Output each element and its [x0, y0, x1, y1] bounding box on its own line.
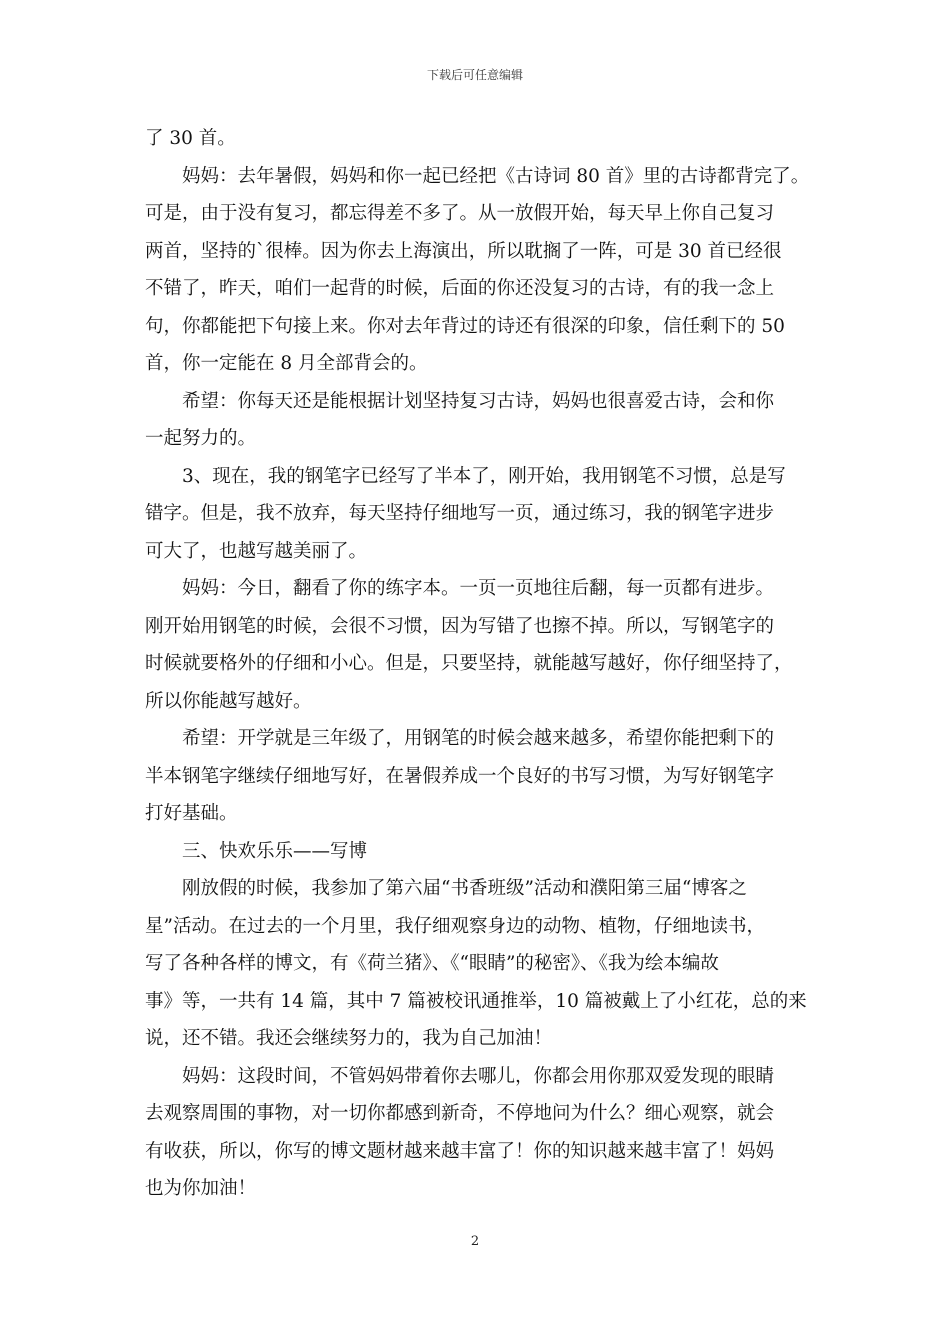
- text-line: 可是，由于没有复习，都忘得差不多了。从一放假开始，每天早上你自己复习: [145, 203, 775, 224]
- text-line: 说，还不错。我还会继续努力的，我为自己加油！: [145, 1028, 553, 1049]
- text-line: 可大了，也越写越美丽了。: [145, 540, 368, 562]
- text-line: 妈妈：这段时间，不管妈妈带着你去哪儿，你都会用你那双爱发现的眼睛: [182, 1065, 775, 1087]
- page-header-note: 下载后可任意编辑: [426, 68, 523, 82]
- document-body: [145, 120, 813, 1208]
- text-line: 所以你能越写越好。: [145, 690, 312, 712]
- text-line: 妈妈：去年暑假，妈妈和你一起已经把《古诗词 80 首》里的古诗都背完了。: [182, 165, 810, 187]
- text-line: 打好基础。: [145, 803, 238, 824]
- text-line: 时候就要格外的仔细和小心。但是，只要坚持，就能越写越好，你仔细坚持了，: [145, 653, 793, 674]
- text-line: 希望：开学就是三年级了，用钢笔的时候会越来越多，希望你能把剩下的: [182, 728, 775, 749]
- section-heading: 三、快欢乐乐——写博: [182, 840, 368, 862]
- text-line: 星”活动。在过去的一个月里，我仔细观察身边的动物、植物，仔细地读书，: [145, 915, 765, 937]
- text-line: 半本钢笔字继续仔细地写好，在暑假养成一个良好的书写习惯，为写好钢笔字: [145, 765, 775, 787]
- text-line: 首，你一定能在 8 月全部背会的。: [145, 353, 428, 374]
- text-line: 句，你都能把下句接上来。你对去年背过的诗还有很深的印象，信任剩下的 50: [145, 315, 785, 337]
- text-line: 3、现在，我的钢笔字已经写了半本了，刚开始，我用钢笔不习惯，总是写: [182, 465, 786, 487]
- text-line: 不错了，昨天，咱们一起背的时候，后面的你还没复习的古诗，有的我一念上: [145, 278, 775, 299]
- page-number: 2: [470, 1234, 480, 1249]
- text-line: 错字。但是，我不放弃，每天坚持仔细地写一页，通过练习，我的钢笔字进步: [145, 503, 775, 524]
- text-line: 有收获，所以，你写的博文题材越来越丰富了！你的知识越来越丰富了！妈妈: [145, 1140, 775, 1162]
- text-line: 事》等，一共有 14 篇，其中 7 篇被校讯通推举，10 篇被戴上了小红花，总的来: [145, 990, 807, 1012]
- text-line: 了 30 首。: [145, 128, 236, 149]
- text-line: 去观察周围的事物，对一切你都感到新奇，不停地问为什么？细心观察，就会: [145, 1103, 775, 1124]
- text-line: 妈妈：今日，翻看了你的练字本。一页一页地往后翻，每一页都有进步。: [182, 578, 775, 599]
- text-line: 两首，坚持的`很棒。因为你去上海演出，所以耽搁了一阵，可是 30 首已经很: [145, 240, 782, 262]
- text-line: 一起努力的。: [145, 428, 257, 449]
- text-line: 刚放假的时候，我参加了第六届“书香班级”活动和濮阳第三届“博客之: [182, 878, 747, 899]
- text-line: 希望：你每天还是能根据计划坚持复习古诗，妈妈也很喜爱古诗，会和你: [182, 390, 775, 412]
- text-line: 也为你加油！: [145, 1178, 257, 1199]
- text-line: 写了各种各样的博文，有《荷兰猪》、《“眼睛”的秘密》、《我为绘本编故: [145, 953, 719, 974]
- text-line: 刚开始用钢笔的时候，会很不习惯，因为写错了也擦不掉。所以，写钢笔字的: [145, 615, 775, 637]
